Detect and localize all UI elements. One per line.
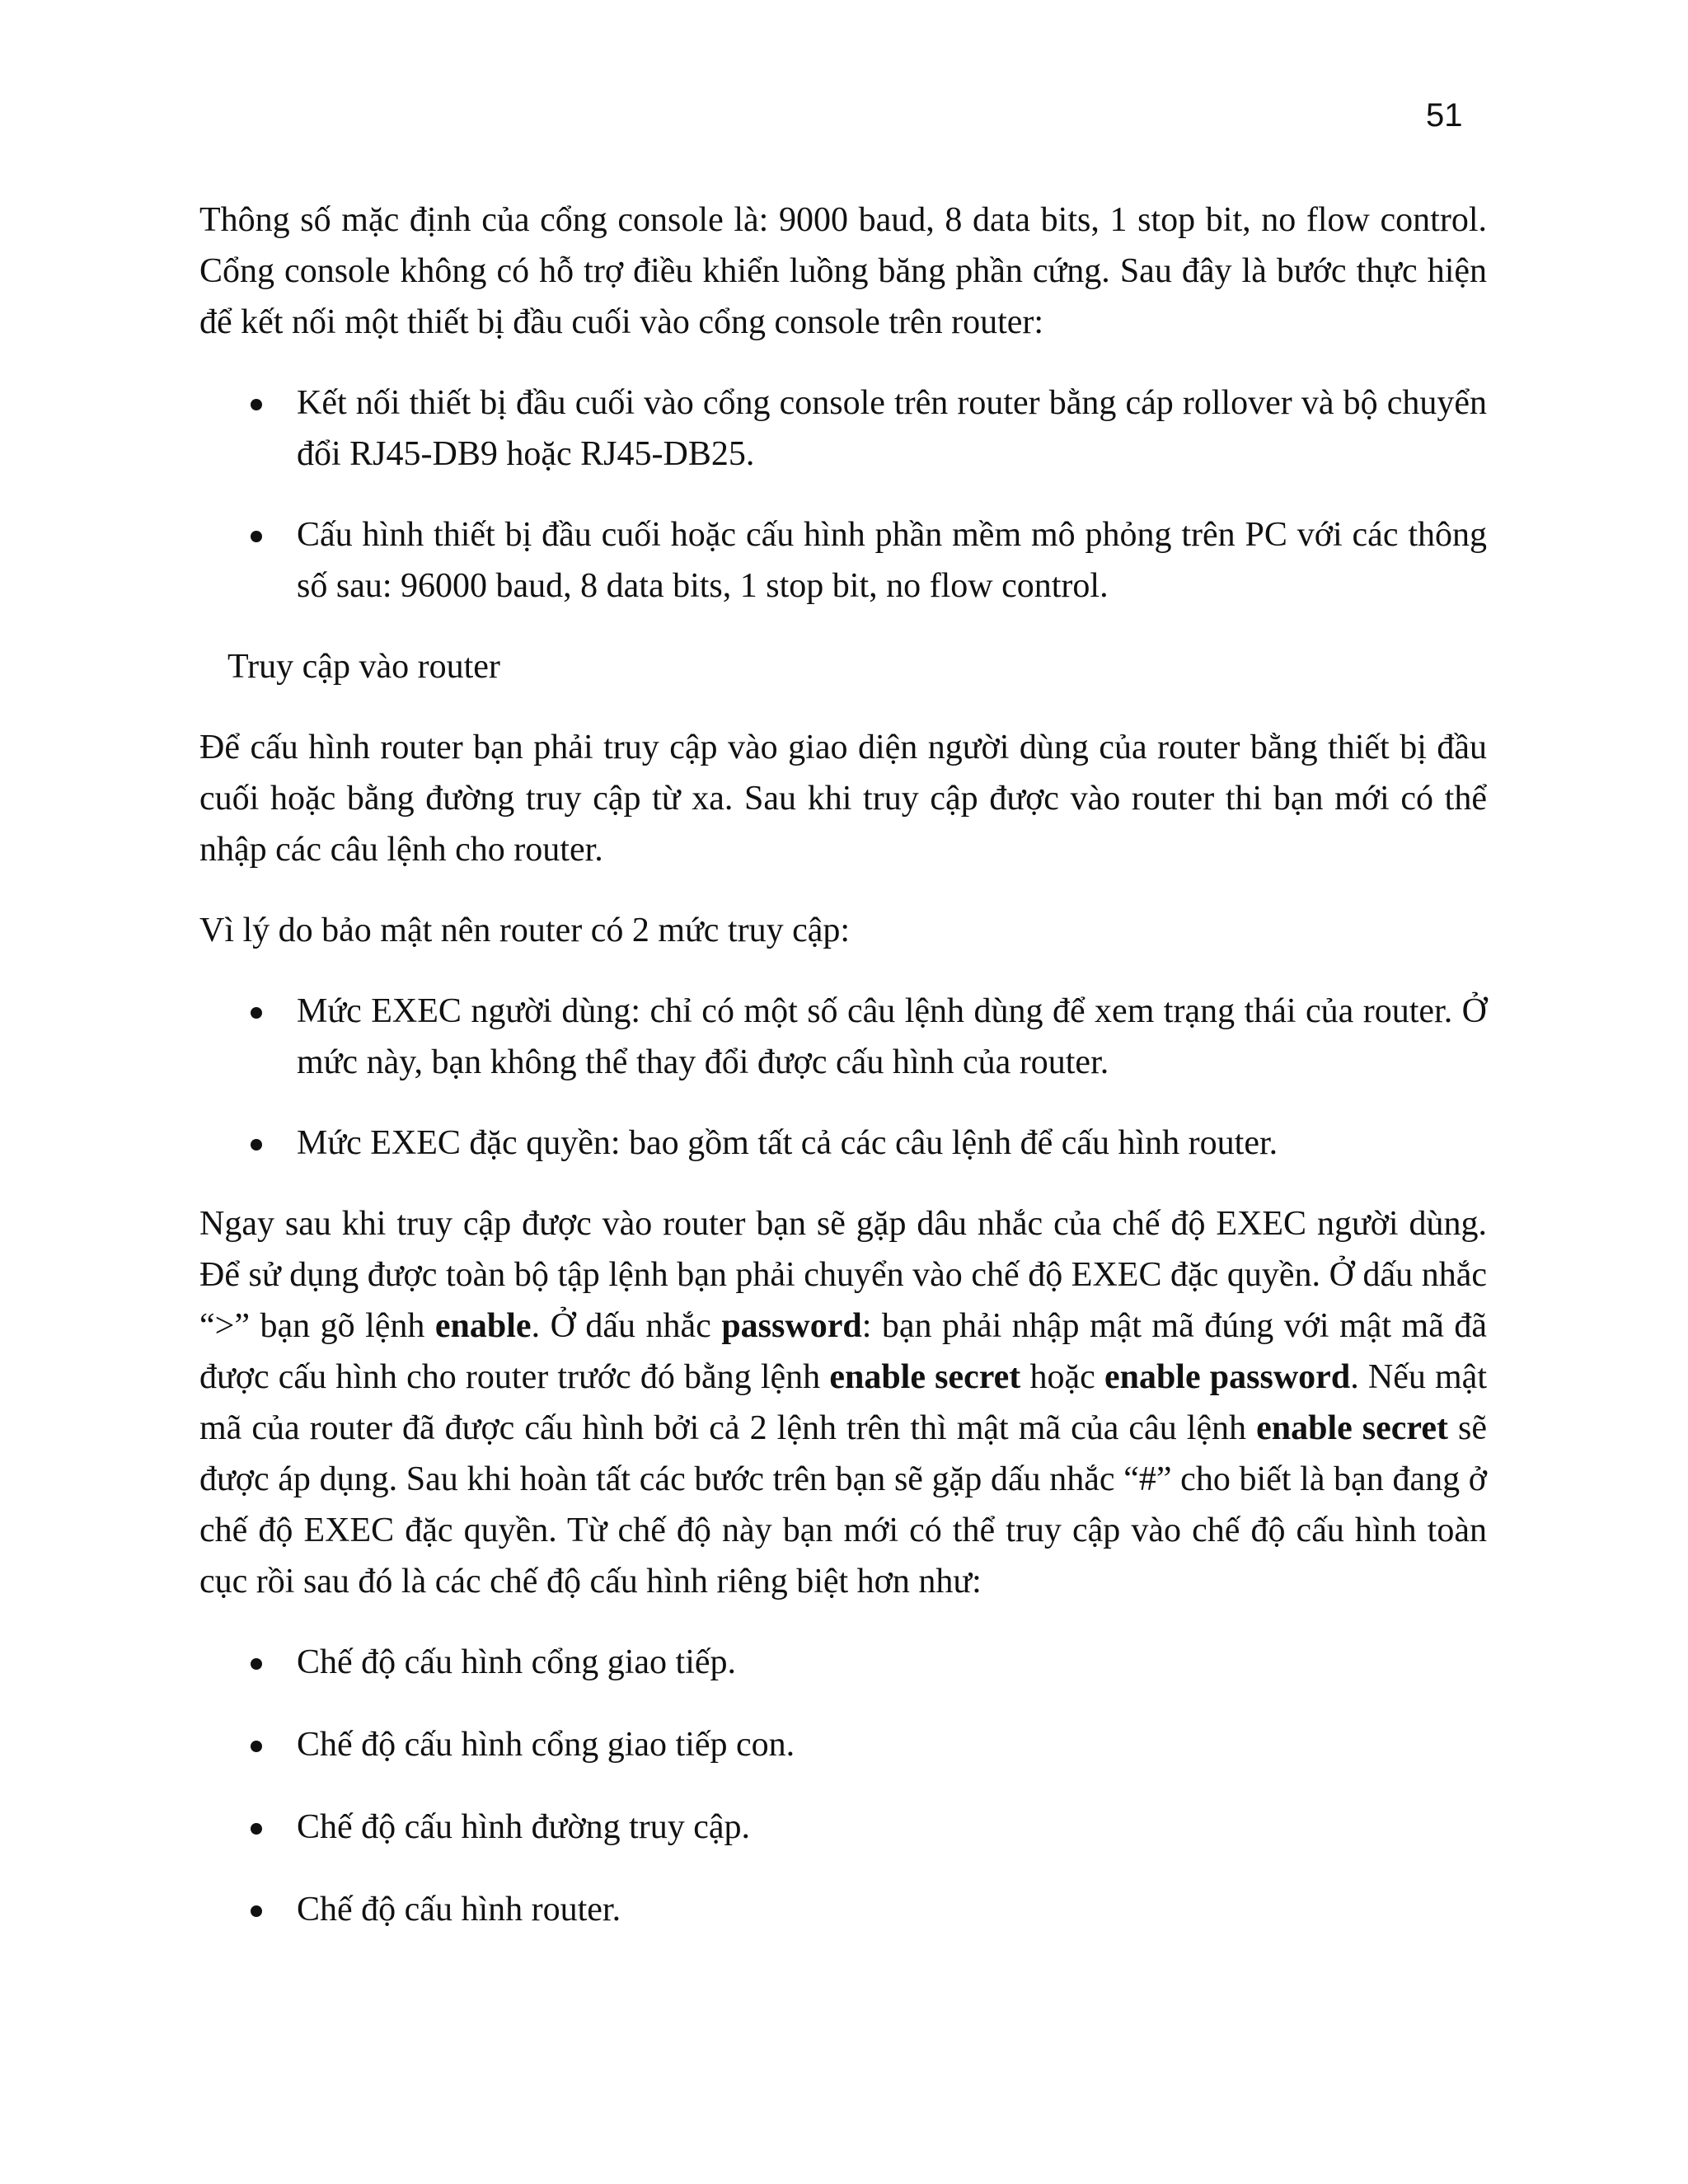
prompt-password: password — [721, 1307, 862, 1345]
list-item: Chế độ cấu hình router. — [297, 1884, 1487, 1935]
list-item: Chế độ cấu hình đường truy cập. — [297, 1802, 1487, 1853]
paragraph-access-router: Để cấu hình router bạn phải truy cập vào giao diện người dùng của router bằng thiết bị đầu cuối hoặc bằng đường truy cập từ xa. Sau khi truy cập được vào router thi bạn mới có thể nhập các câu lệnh cho router. — [199, 729, 1487, 869]
paragraph-access-levels: Vì lý do bảo mật nên router có 2 mức truy cập: — [199, 912, 851, 949]
text-run: . Nếu mật mã của router đã được cấu hình bởi cả 2 lệnh trên thì mật mã của câu lệnh — [199, 1358, 1487, 1447]
section-heading: Truy cập vào router — [227, 648, 500, 686]
list-item: Chế độ cấu hình cổng giao tiếp. — [297, 1637, 1487, 1688]
text-run: sẽ được áp dụng. Sau khi hoàn tất các bước trên bạn sẽ gặp dấu nhắc “#” cho biết là bạn đang ở chế độ EXEC đặc quyền. Từ chế độ này bạn mới có thể truy cập vào chế độ cấu hình toàn cục rồi sau đó là các chế độ cấu hình riêng biệt hơn như: — [199, 1409, 1487, 1601]
text-run: : bạn phải nhập mật mã đúng với mật mã đã được cấu hình cho router trước đó bằng lệnh — [199, 1307, 1487, 1396]
page-number: 51 — [1426, 97, 1463, 134]
access-levels-list — [199, 986, 1487, 1169]
command-enable-password: enable password — [1104, 1358, 1351, 1396]
text-run: . Ở dấu nhắc — [531, 1307, 722, 1345]
command-enable-secret: enable secret — [1256, 1409, 1448, 1447]
console-steps-list — [199, 377, 1487, 612]
text-run: Ngay sau khi truy cập được vào router bạn sẽ gặp dâu nhắc của chế độ EXEC người dùng. Để sử dụng được toàn bộ tập lệnh bạn phải chuyển vào chế độ EXEC đặc quyền. Ở dấu nhắc “>” bạn gõ lệnh — [199, 1205, 1487, 1345]
text-run: hoặc — [1020, 1358, 1104, 1396]
paragraph-exec-modes — [199, 1198, 1487, 1607]
command-enable: enable — [434, 1307, 532, 1345]
paragraph-console-defaults: Thông số mặc định của cổng console là: 9000 baud, 8 data bits, 1 stop bit, no flow control. Cổng console không có hỗ trợ điều khiển luồng băng phần cứng. Sau đây là bước thực hiện để kết nối một thiết bị đầu cuối vào cổng console trên router: — [199, 201, 1487, 341]
command-enable-secret: enable secret — [829, 1358, 1021, 1396]
list-item: Chế độ cấu hình cổng giao tiếp con. — [297, 1719, 1487, 1770]
config-modes-list — [199, 1637, 1487, 1935]
body-text — [199, 194, 1487, 1966]
list-item: Cấu hình thiết bị đầu cuối hoặc cấu hình phần mềm mô phỏng trên PC với các thông số sau: 96000 baud, 8 data bits, 1 stop bit, no flow control. — [297, 509, 1487, 612]
list-item: Kết nối thiết bị đầu cuối vào cổng console trên router bằng cáp rollover và bộ chuyển đổi RJ45-DB9 hoặc RJ45-DB25. — [297, 377, 1487, 480]
list-item: Mức EXEC đặc quyền: bao gồm tất cả các câu lệnh để cấu hình router. — [297, 1118, 1487, 1169]
list-item: Mức EXEC người dùng: chỉ có một số câu lệnh dùng để xem trạng thái của router. Ở mức này, bạn không thể thay đổi được cấu hình của router. — [297, 986, 1487, 1088]
